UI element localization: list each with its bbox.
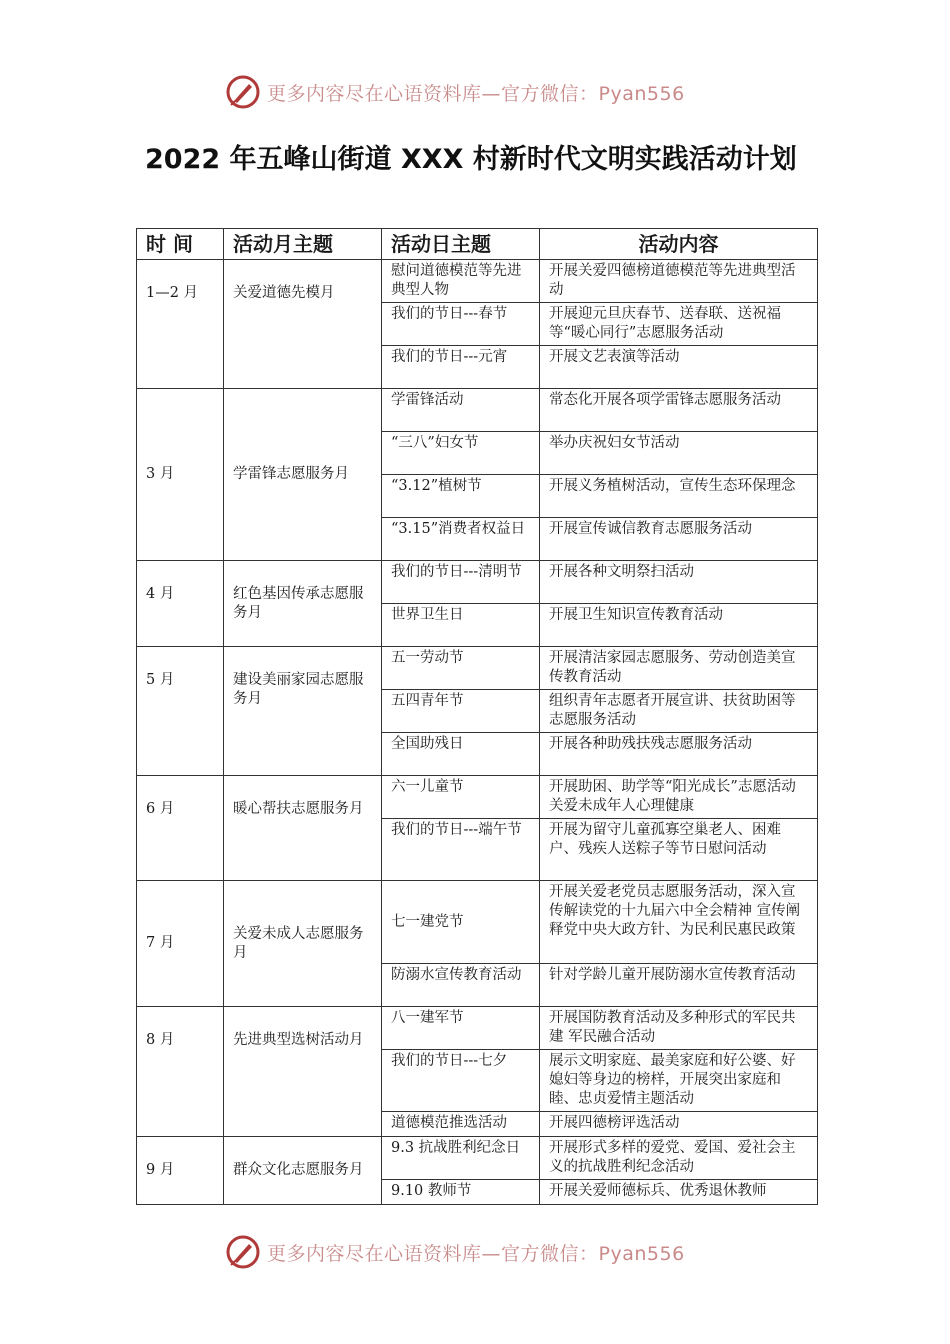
day-theme-cell: 我们的节日---七夕: [382, 1050, 540, 1112]
month-theme-cell: 关爱道德先模月: [224, 260, 382, 389]
month-cell: 3 月: [137, 389, 224, 561]
month-theme-cell: 先进典型选树活动月: [224, 1007, 382, 1137]
footer-watermark-banner: [225, 1234, 745, 1270]
table-row: [137, 647, 818, 690]
content-cell: 开展关爱老党员志愿服务活动，深入宣传解读党的十九届六中全会精神 宣传阐释党中央大政方针、为民利民惠民政策: [540, 881, 818, 964]
header-watermark-banner: [225, 74, 745, 110]
day-theme-cell: 慰问道德模范等先进典型人物: [382, 260, 540, 303]
day-theme-cell: 9.10 教师节: [382, 1180, 540, 1205]
watermark-text: 更多内容尽在心语资料库—官方微信：Pyan556: [267, 1242, 685, 1265]
content-cell: 开展助困、助学等“阳光成长”志愿活动 关爱未成年人心理健康: [540, 776, 818, 819]
header-month-theme: 活动月主题: [224, 229, 382, 260]
day-theme-cell: 防溺水宣传教育活动: [382, 964, 540, 1007]
month-theme-cell: 暖心帮扶志愿服务月: [224, 776, 382, 881]
watermark-text: 更多内容尽在心语资料库—官方微信：Pyan556: [267, 82, 685, 105]
content-cell: 开展形式多样的爱党、爱国、爱社会主义的抗战胜利纪念活动: [540, 1137, 818, 1180]
month-theme-cell: 红色基因传承志愿服务月: [224, 561, 382, 647]
day-theme-cell: 八一建军节: [382, 1007, 540, 1050]
day-theme-cell: 世界卫生日: [382, 604, 540, 647]
content-cell: 开展国防教育活动及多种形式的军民共建 军民融合活动: [540, 1007, 818, 1050]
table-row: [137, 776, 818, 819]
table-row: [137, 389, 818, 432]
content-cell: 针对学龄儿童开展防溺水宣传教育活动: [540, 964, 818, 1007]
day-theme-cell: “3.12”植树节: [382, 475, 540, 518]
content-cell: 开展关爱师德标兵、优秀退休教师: [540, 1180, 818, 1205]
content-cell: 组织青年志愿者开展宣讲、扶贫助困等志愿服务活动: [540, 690, 818, 733]
table-row: [137, 260, 818, 303]
month-theme-cell: 关爱未成人志愿服务月: [224, 881, 382, 1007]
day-theme-cell: 六一儿童节: [382, 776, 540, 819]
pen-logo-icon: [225, 1234, 261, 1270]
table-row: [137, 1007, 818, 1050]
day-theme-cell: 道德模范推选活动: [382, 1112, 540, 1137]
month-cell: 5 月: [137, 647, 224, 776]
day-theme-cell: “3.15”消费者权益日: [382, 518, 540, 561]
header-content: 活动内容: [540, 229, 818, 260]
day-theme-cell: 七一建党节: [382, 881, 540, 964]
day-theme-cell: 学雷锋活动: [382, 389, 540, 432]
day-theme-cell: 五四青年节: [382, 690, 540, 733]
day-theme-cell: 我们的节日---元宵: [382, 346, 540, 389]
content-cell: 开展各种助残扶残志愿服务活动: [540, 733, 818, 776]
month-theme-cell: 学雷锋志愿服务月: [224, 389, 382, 561]
day-theme-cell: 五一劳动节: [382, 647, 540, 690]
month-theme-cell: 建设美丽家园志愿服务月: [224, 647, 382, 776]
content-cell: 开展各种文明祭扫活动: [540, 561, 818, 604]
page-title: 2022 年五峰山街道 XXX 村新时代文明实践活动计划: [145, 144, 797, 175]
pen-logo-icon: [225, 74, 261, 110]
table-row: [137, 561, 818, 604]
table-row: [137, 881, 818, 964]
month-cell: 4 月: [137, 561, 224, 647]
day-theme-cell: 9.3 抗战胜利纪念日: [382, 1137, 540, 1180]
content-cell: 开展为留守儿童孤寡空巢老人、困难户、残疾人送粽子等节日慰问活动: [540, 819, 818, 881]
content-cell: 开展清洁家园志愿服务、劳动创造美宣传教育活动: [540, 647, 818, 690]
table-row: [137, 1137, 818, 1180]
day-theme-cell: 我们的节日---清明节: [382, 561, 540, 604]
month-cell: 1—2 月: [137, 260, 224, 389]
content-cell: 开展关爱四德榜道德模范等先进典型活动: [540, 260, 818, 303]
month-cell: 9 月: [137, 1137, 224, 1205]
content-cell: 举办庆祝妇女节活动: [540, 432, 818, 475]
header-day-theme: 活动日主题: [382, 229, 540, 260]
header-time: 时 间: [137, 229, 224, 260]
activity-plan-table: [136, 228, 818, 1205]
month-theme-cell: 群众文化志愿服务月: [224, 1137, 382, 1205]
content-cell: 开展四德榜评选活动: [540, 1112, 818, 1137]
month-cell: 6 月: [137, 776, 224, 881]
day-theme-cell: 我们的节日---春节: [382, 303, 540, 346]
month-cell: 7 月: [137, 881, 224, 1007]
table-header-row: [137, 229, 818, 260]
content-cell: 展示文明家庭、最美家庭和好公婆、好媳妇等身边的榜样，开展突出家庭和睦、忠贞爱情主题活动: [540, 1050, 818, 1112]
day-theme-cell: 全国助残日: [382, 733, 540, 776]
content-cell: 开展义务植树活动，宣传生态环保理念: [540, 475, 818, 518]
content-cell: 开展宣传诚信教育志愿服务活动: [540, 518, 818, 561]
day-theme-cell: 我们的节日---端午节: [382, 819, 540, 881]
content-cell: 开展迎元旦庆春节、送春联、送祝福等“暖心同行”志愿服务活动: [540, 303, 818, 346]
day-theme-cell: “三八”妇女节: [382, 432, 540, 475]
content-cell: 开展文艺表演等活动: [540, 346, 818, 389]
content-cell: 开展卫生知识宣传教育活动: [540, 604, 818, 647]
content-cell: 常态化开展各项学雷锋志愿服务活动: [540, 389, 818, 432]
month-cell: 8 月: [137, 1007, 224, 1137]
